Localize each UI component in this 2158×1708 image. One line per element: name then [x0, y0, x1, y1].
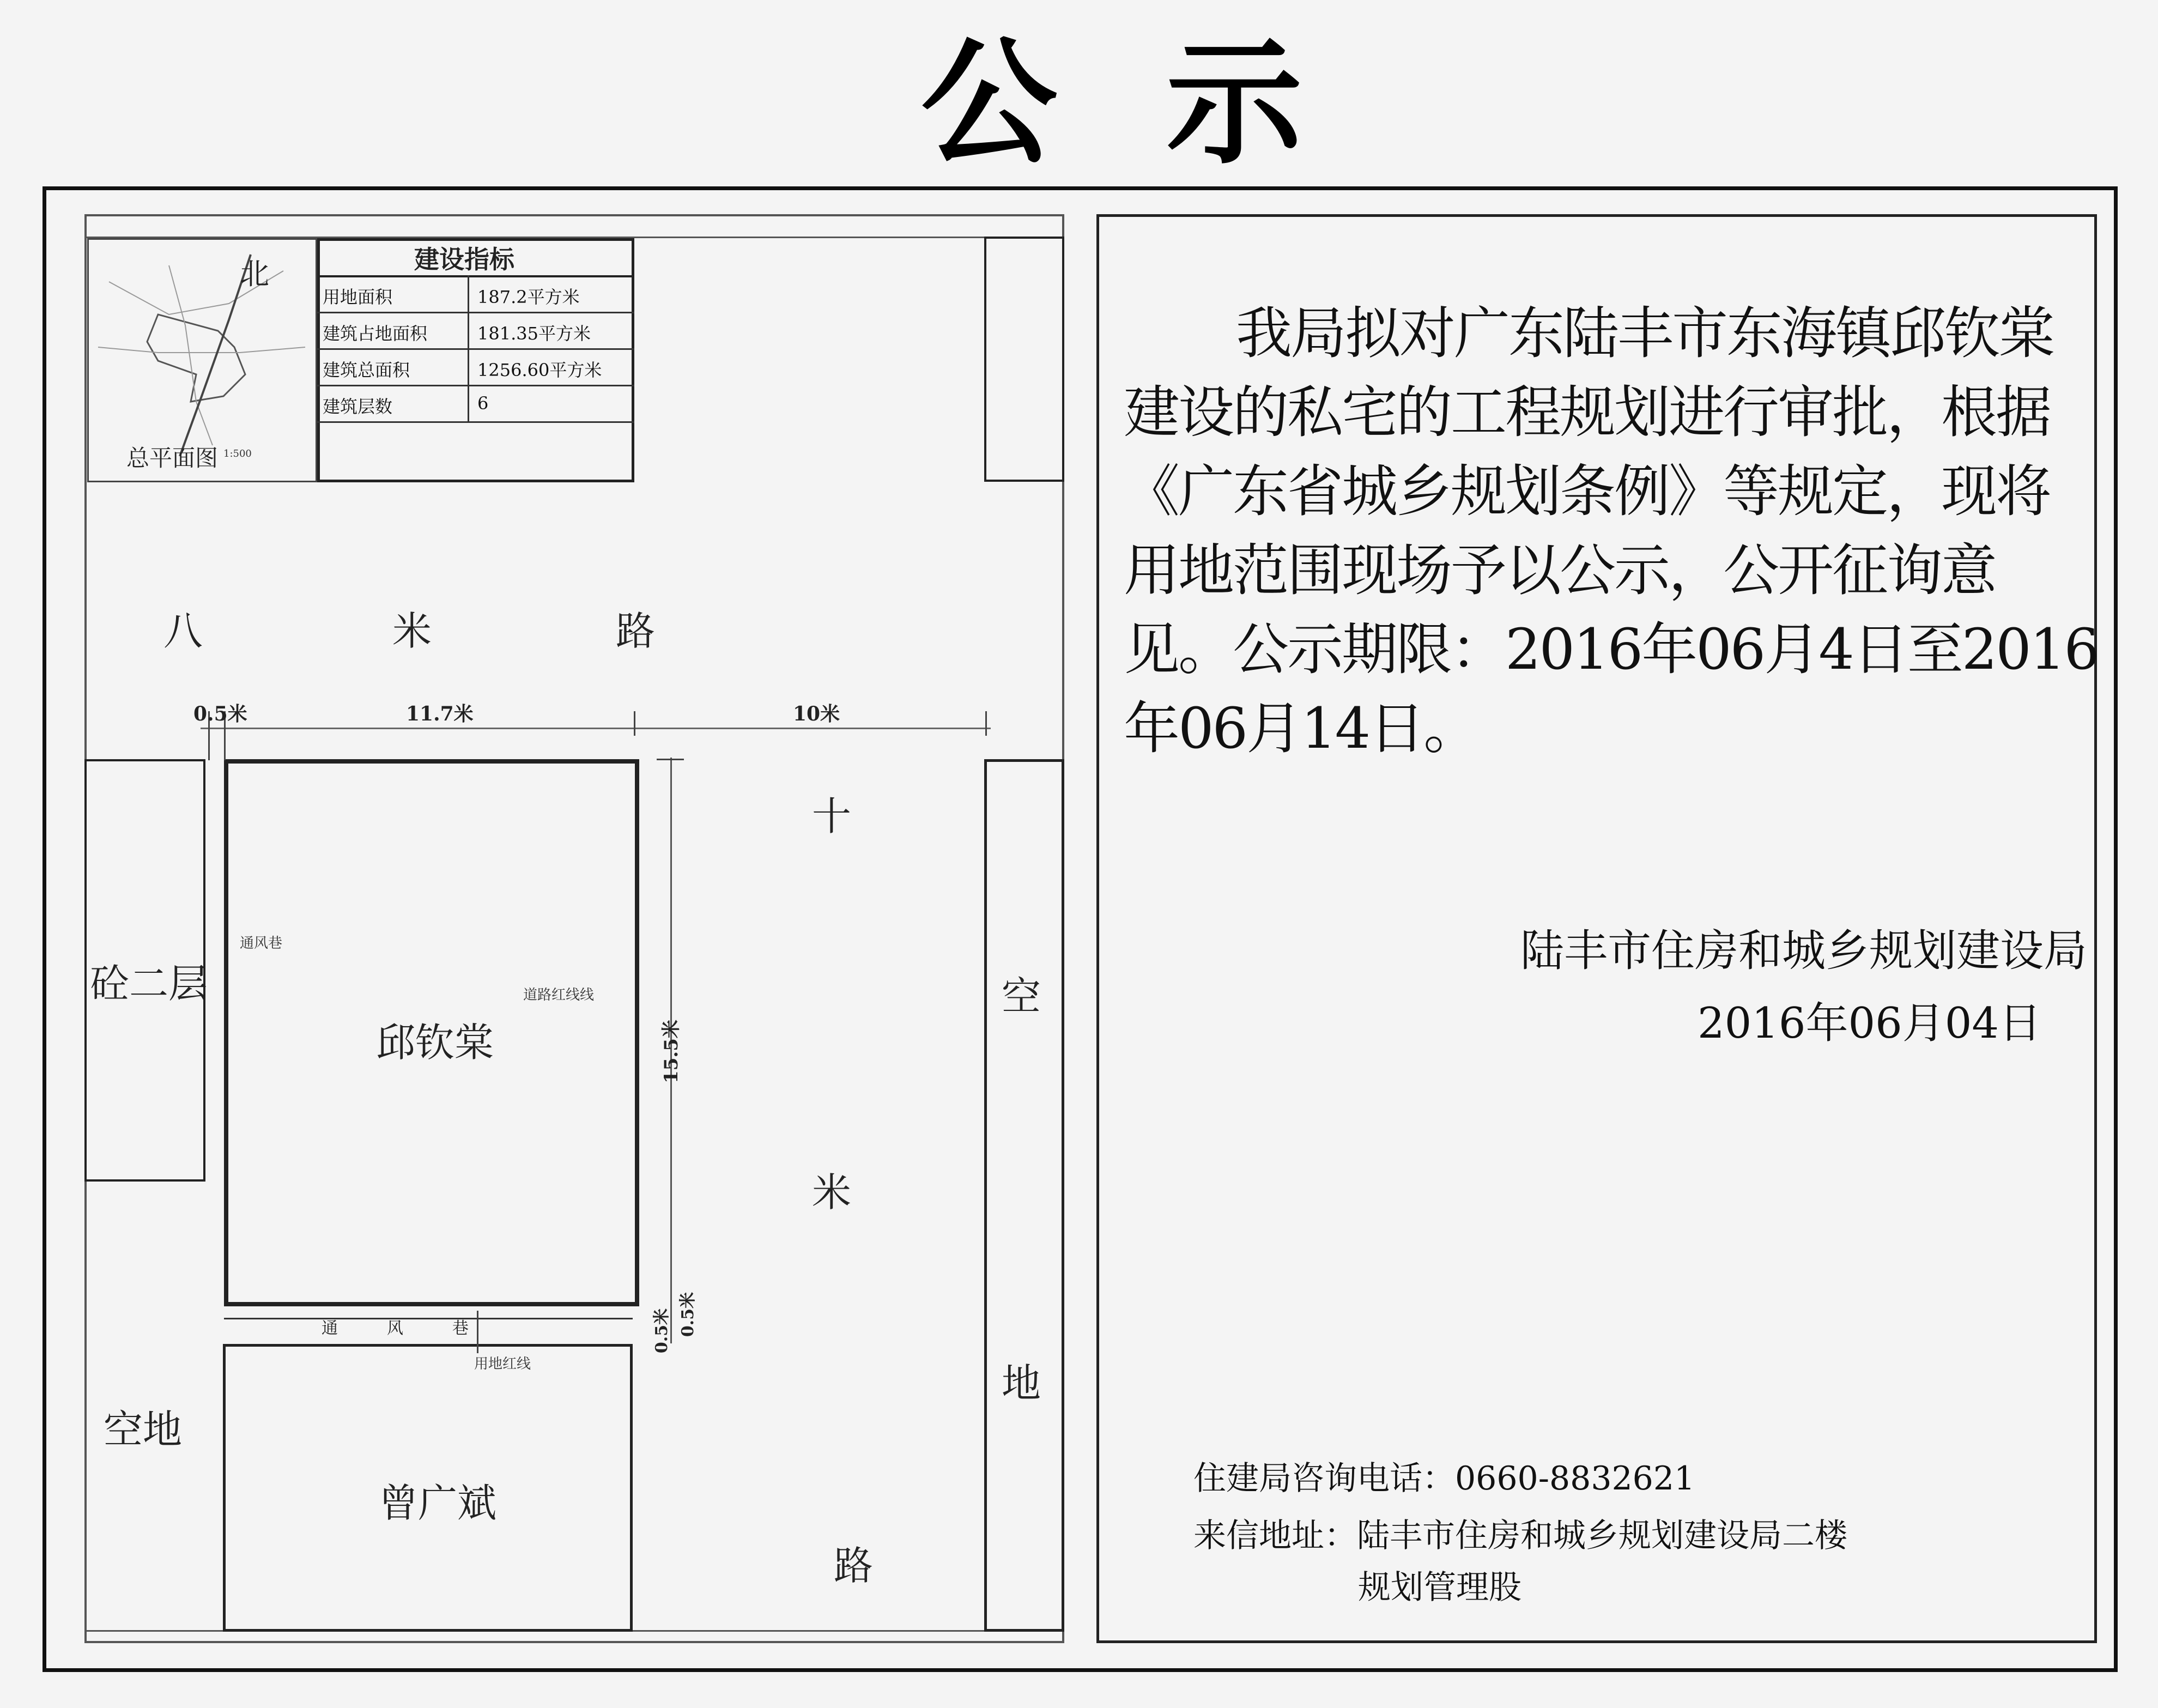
plot-top-right: [984, 237, 1064, 482]
table-cell-label: 用地面积: [323, 287, 393, 307]
road-top-char: 八: [163, 608, 203, 654]
dimension-tick: [634, 711, 635, 736]
neighbor-bottom-label: 曾广斌: [379, 1480, 497, 1526]
dimension-label: 0.5米: [193, 702, 247, 725]
table-row-divider: [317, 312, 634, 313]
notice-address-2: 规划管理股: [1358, 1568, 1521, 1607]
title-char-2: 示: [1166, 24, 1302, 183]
empty-right-char: 地: [1002, 1360, 1041, 1406]
neighbor-left-label: 砼二层: [90, 961, 208, 1007]
owner-label: 邱钦棠: [376, 1020, 494, 1065]
table-cell-value: 181.35平方米: [477, 323, 591, 344]
empty-bottom-left-label: 空地: [104, 1407, 183, 1452]
table-cell-value: 6: [477, 393, 489, 414]
table-cell-value: 187.2平方米: [477, 287, 580, 307]
notice-org: 陆丰市住房和城乡规划建设局: [1520, 925, 2087, 976]
annotation-vent-bottom: 通风巷: [322, 1319, 518, 1338]
road-top-char: 米: [392, 608, 432, 654]
empty-right-char: 空: [1002, 973, 1041, 1019]
table-row-divider: [317, 348, 634, 350]
dimension-line-top: [201, 728, 991, 729]
plan-caption-scale: 1:500: [223, 448, 252, 459]
road-top-char: 路: [616, 608, 656, 654]
road-right-char: 米: [812, 1170, 852, 1215]
road-right-char: 路: [834, 1543, 874, 1589]
dimension-label: 10米: [793, 702, 840, 725]
plan-caption: 总平面图: [126, 445, 219, 471]
dimension-label: 0.5米: [678, 1292, 698, 1337]
table-cell-value: 1256.60平方米: [477, 360, 602, 380]
title-char-1: 公: [921, 24, 1057, 183]
north-label: 北: [240, 257, 269, 291]
table-cell-label: 建筑层数: [323, 396, 393, 417]
table-row-divider: [317, 421, 634, 423]
table-cell-label: 建筑占地面积: [323, 323, 428, 344]
table-column-divider: [468, 275, 469, 421]
dimension-label: 15.5米: [660, 1020, 682, 1083]
annotation-vent-top: 通风巷: [240, 935, 283, 952]
table-cell-label: 建筑总面积: [323, 360, 410, 380]
notice-phone: 住建局咨询电话：0660-8832621: [1193, 1459, 1695, 1498]
dimension-label: 11.7米: [406, 702, 474, 725]
dimension-label: 0.5米: [652, 1308, 672, 1354]
dimension-tick: [657, 759, 684, 760]
notice-body: 我局拟对广东陆丰市东海镇邱钦棠建设的私宅的工程规划进行审批，根据《广东省城乡规划条例》等规定，现将用地范围现场予以公示，公开征询意见。公示期限：2016年06月4日至2016年06月14日。: [1124, 301, 2098, 761]
notice-date: 2016年06月04日: [1698, 999, 2042, 1048]
table-row-divider: [317, 385, 634, 386]
plot-right-empty: [984, 759, 1064, 1632]
notice-address: 来信地址：陆丰市住房和城乡规划建设局二楼: [1193, 1517, 1847, 1555]
road-right-char: 十: [812, 794, 852, 839]
annotation-boundary-bottom: 用地红线: [474, 1356, 531, 1372]
table-title: 建设指标: [414, 245, 514, 274]
dimension-tick: [985, 711, 987, 736]
annotation-building-line: 道路红线线: [523, 987, 595, 1003]
